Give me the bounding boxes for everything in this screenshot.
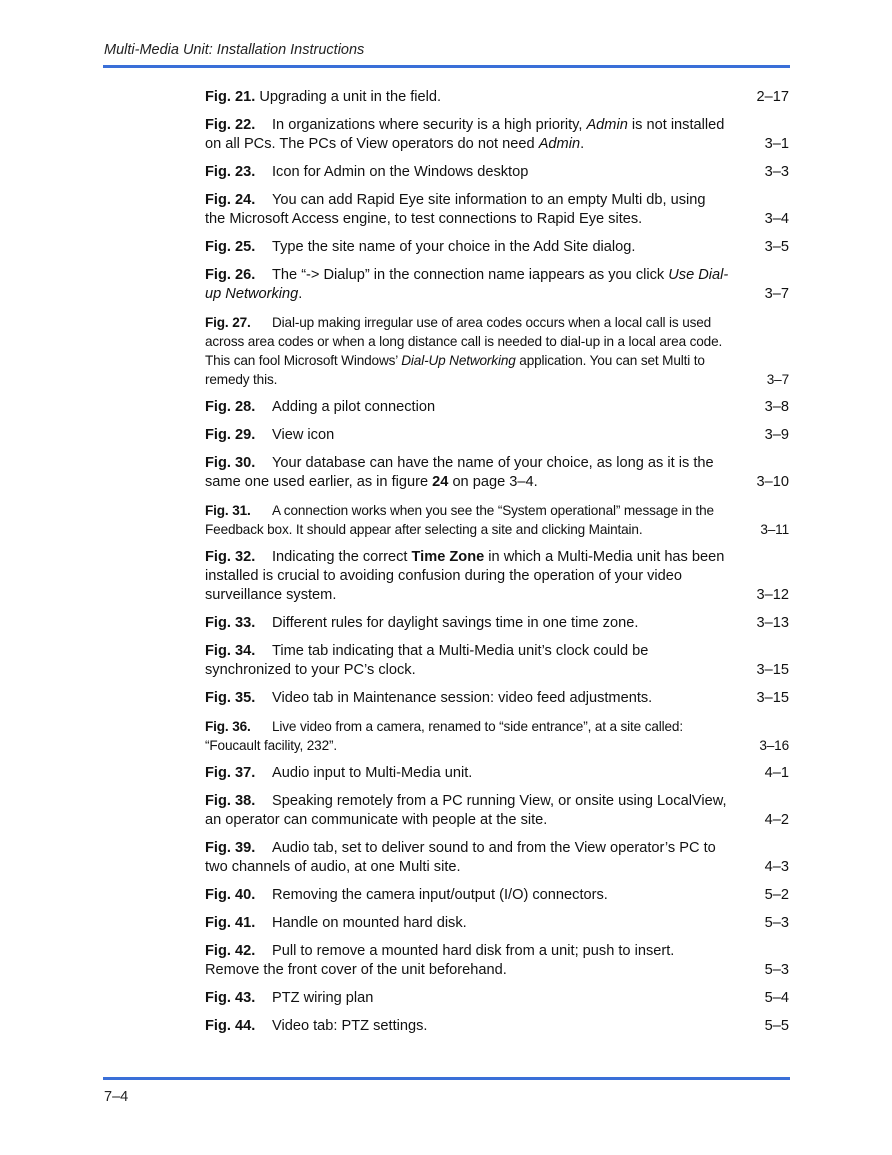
figure-page-ref[interactable]: 5–5 <box>764 1018 789 1034</box>
figure-caption <box>272 399 435 415</box>
figure-caption <box>205 719 683 753</box>
caption-segment: Time Zone <box>411 549 485 565</box>
figure-number: Fig. 39. <box>205 840 256 856</box>
figure-number: Fig. 27. <box>205 315 251 330</box>
list-of-figures <box>205 88 789 1045</box>
figure-entry[interactable] <box>205 942 789 980</box>
figure-entry[interactable] <box>205 313 789 389</box>
caption-segment: A connection works when you see the “System operational” message in the Feedback box. It should appear after selecting a site and clicking Maintain. <box>205 503 714 537</box>
figure-caption <box>205 549 724 603</box>
caption-segment: Handle on mounted hard disk. <box>272 915 467 931</box>
running-head: Multi-Media Unit: Installation Instructions <box>104 42 365 58</box>
figure-page-ref[interactable]: 3–16 <box>759 738 789 753</box>
figure-entry[interactable] <box>205 792 789 830</box>
figure-page-ref[interactable]: 3–5 <box>764 239 789 255</box>
figure-number: Fig. 32. <box>205 549 256 565</box>
figure-number: Fig. 36. <box>205 719 251 734</box>
figure-number: Fig. 21. <box>205 89 256 105</box>
figure-entry[interactable] <box>205 989 789 1008</box>
figure-number: Fig. 38. <box>205 793 256 809</box>
figure-number: Fig. 35. <box>205 690 256 706</box>
caption-segment: Live video from a camera, renamed to “side entrance”, at a site called: “Foucault facility, 232”. <box>205 719 683 753</box>
figure-page-ref[interactable]: 3–8 <box>764 399 789 415</box>
caption-segment: Dial-up making irregular use of area codes occurs when a local call is used across area codes or when a long distance call is needed to dial-up in a local area code. This can fool Microsoft Windows’ <box>205 315 723 368</box>
figure-page-ref[interactable]: 4–3 <box>764 859 789 875</box>
caption-segment: You can add Rapid Eye site information to an empty Multi db, using the Microsoft Access engine, to test connections to Rapid Eye sites. <box>205 192 706 227</box>
figure-entry[interactable] <box>205 839 789 877</box>
figure-number: Fig. 26. <box>205 267 256 283</box>
figure-caption <box>205 793 727 828</box>
figure-page-ref[interactable]: 2–17 <box>756 89 789 105</box>
caption-segment: . <box>580 136 585 152</box>
figure-page-ref[interactable]: 5–3 <box>764 915 789 931</box>
caption-segment: . <box>298 286 303 302</box>
page-number: 7–4 <box>104 1089 129 1105</box>
figure-number: Fig. 28. <box>205 399 256 415</box>
figure-entry[interactable] <box>205 454 789 492</box>
figure-number: Fig. 33. <box>205 615 256 631</box>
figure-entry[interactable] <box>205 88 789 107</box>
figure-caption <box>205 943 674 978</box>
caption-segment: Removing the camera input/output (I/O) connectors. <box>272 887 608 903</box>
figure-caption <box>205 267 728 302</box>
caption-segment: Video tab in Maintenance session: video feed adjustments. <box>272 690 653 706</box>
figure-page-ref[interactable]: 3–15 <box>756 662 789 678</box>
figure-entry[interactable] <box>205 116 789 154</box>
figure-entry[interactable] <box>205 1017 789 1036</box>
figure-caption <box>205 455 714 490</box>
figure-entry[interactable] <box>205 548 789 605</box>
figure-page-ref[interactable]: 3–11 <box>760 522 789 537</box>
caption-segment: Your database can have the name of your choice, as long as it is the same one used earlier, as in figure <box>205 455 714 490</box>
figure-caption <box>272 1018 427 1034</box>
figure-caption <box>205 117 724 152</box>
figure-number: Fig. 25. <box>205 239 256 255</box>
figure-entry[interactable] <box>205 191 789 229</box>
figure-entry[interactable] <box>205 689 789 708</box>
figure-page-ref[interactable]: 5–4 <box>764 990 789 1006</box>
figure-page-ref[interactable]: 3–13 <box>756 615 789 631</box>
figure-entry[interactable] <box>205 764 789 783</box>
figure-number: Fig. 43. <box>205 990 256 1006</box>
figure-number: Fig. 22. <box>205 117 256 133</box>
figure-caption <box>272 239 635 255</box>
caption-segment: Time tab indicating that a Multi-Media unit’s clock could be synchronized to your PC’s clock. <box>205 643 649 678</box>
figure-page-ref[interactable]: 3–3 <box>764 164 789 180</box>
figure-entry[interactable] <box>205 266 789 304</box>
caption-segment: View icon <box>272 427 335 443</box>
figure-number: Fig. 29. <box>205 427 256 443</box>
figure-page-ref[interactable]: 5–2 <box>764 887 789 903</box>
figure-page-ref[interactable]: 3–15 <box>756 690 789 706</box>
figure-page-ref[interactable]: 5–3 <box>764 962 789 978</box>
figure-number: Fig. 37. <box>205 765 256 781</box>
caption-segment: Pull to remove a mounted hard disk from a unit; push to insert. Remove the front cover of the unit beforehand. <box>205 943 675 978</box>
figure-entry[interactable] <box>205 163 789 182</box>
figure-number: Fig. 34. <box>205 643 256 659</box>
figure-page-ref[interactable]: 3–1 <box>764 136 789 152</box>
figure-entry[interactable] <box>205 717 789 755</box>
footer-rule <box>103 1077 790 1080</box>
figure-page-ref[interactable]: 3–4 <box>764 211 789 227</box>
figure-caption <box>272 915 467 931</box>
figure-caption <box>272 765 472 781</box>
caption-segment: Upgrading a unit in the field. <box>259 89 442 105</box>
figure-entry[interactable] <box>205 642 789 680</box>
figure-caption <box>272 690 652 706</box>
caption-segment: Icon for Admin on the Windows desktop <box>272 164 529 180</box>
figure-page-ref[interactable]: 3–9 <box>764 427 789 443</box>
figure-caption <box>272 164 528 180</box>
caption-segment: 24 <box>432 474 449 490</box>
caption-segment: Admin <box>538 136 581 152</box>
caption-segment: Use Dial-up Networking <box>205 267 729 302</box>
figure-entry[interactable] <box>205 886 789 905</box>
figure-number: Fig. 30. <box>205 455 256 471</box>
figure-page-ref[interactable]: 3–7 <box>764 286 789 302</box>
caption-segment: Dial-Up Networking <box>401 353 516 368</box>
caption-segment: Video tab: PTZ settings. <box>272 1018 428 1034</box>
caption-segment: Type the site name of your choice in the Add Site dialog. <box>272 239 636 255</box>
figure-caption <box>205 503 714 537</box>
figure-entry[interactable] <box>205 398 789 417</box>
figure-caption <box>205 315 722 387</box>
figure-caption <box>259 89 441 105</box>
figure-number: Fig. 23. <box>205 164 256 180</box>
caption-segment: Admin <box>586 117 628 133</box>
header-rule <box>103 65 790 68</box>
figure-entry[interactable] <box>205 914 789 933</box>
figure-caption <box>205 192 705 227</box>
figure-page-ref[interactable]: 4–2 <box>764 812 789 828</box>
caption-segment: Audio tab, set to deliver sound to and from the View operator’s PC to two channels of audio, at one Multi site. <box>205 840 716 875</box>
caption-segment: Speaking remotely from a PC running View, or onsite using LocalView, an operator can communicate with people at the site. <box>205 793 727 828</box>
figure-caption <box>205 840 716 875</box>
caption-segment: Different rules for daylight savings time in one time zone. <box>272 615 639 631</box>
figure-entry[interactable] <box>205 426 789 445</box>
caption-segment: Audio input to Multi-Media unit. <box>272 765 473 781</box>
figure-caption <box>272 990 373 1006</box>
figure-number: Fig. 24. <box>205 192 256 208</box>
figure-page-ref[interactable]: 3–10 <box>756 474 789 490</box>
caption-segment: on page 3–4. <box>448 474 538 490</box>
figure-caption <box>205 643 648 678</box>
caption-segment: Indicating the correct <box>272 549 412 565</box>
figure-caption <box>272 887 608 903</box>
figure-number: Fig. 40. <box>205 887 256 903</box>
caption-segment: is not installed on all PCs. The PCs of View operators do not need <box>205 117 725 152</box>
figure-entry[interactable] <box>205 238 789 257</box>
figure-page-ref[interactable]: 3–7 <box>766 372 789 387</box>
figure-number: Fig. 44. <box>205 1018 256 1034</box>
figure-number: Fig. 42. <box>205 943 256 959</box>
caption-segment: application. You can set Multi to remedy this. <box>205 353 705 387</box>
caption-segment: PTZ wiring plan <box>272 990 374 1006</box>
caption-segment: in which a Multi-Media unit has been installed is crucial to avoiding confusion during the operation of your video surveillance system. <box>205 549 725 603</box>
figure-entry[interactable] <box>205 501 789 539</box>
figure-page-ref[interactable]: 4–1 <box>764 765 789 781</box>
figure-number: Fig. 41. <box>205 915 256 931</box>
caption-segment: Adding a pilot connection <box>272 399 436 415</box>
figure-page-ref[interactable]: 3–12 <box>756 587 789 603</box>
figure-number: Fig. 31. <box>205 503 251 518</box>
caption-segment: In organizations where security is a high priority, <box>272 117 587 133</box>
figure-entry[interactable] <box>205 614 789 633</box>
figure-caption <box>272 615 638 631</box>
caption-segment: The “-> Dialup” in the connection name iappears as you click <box>272 267 669 283</box>
figure-caption <box>272 427 334 443</box>
